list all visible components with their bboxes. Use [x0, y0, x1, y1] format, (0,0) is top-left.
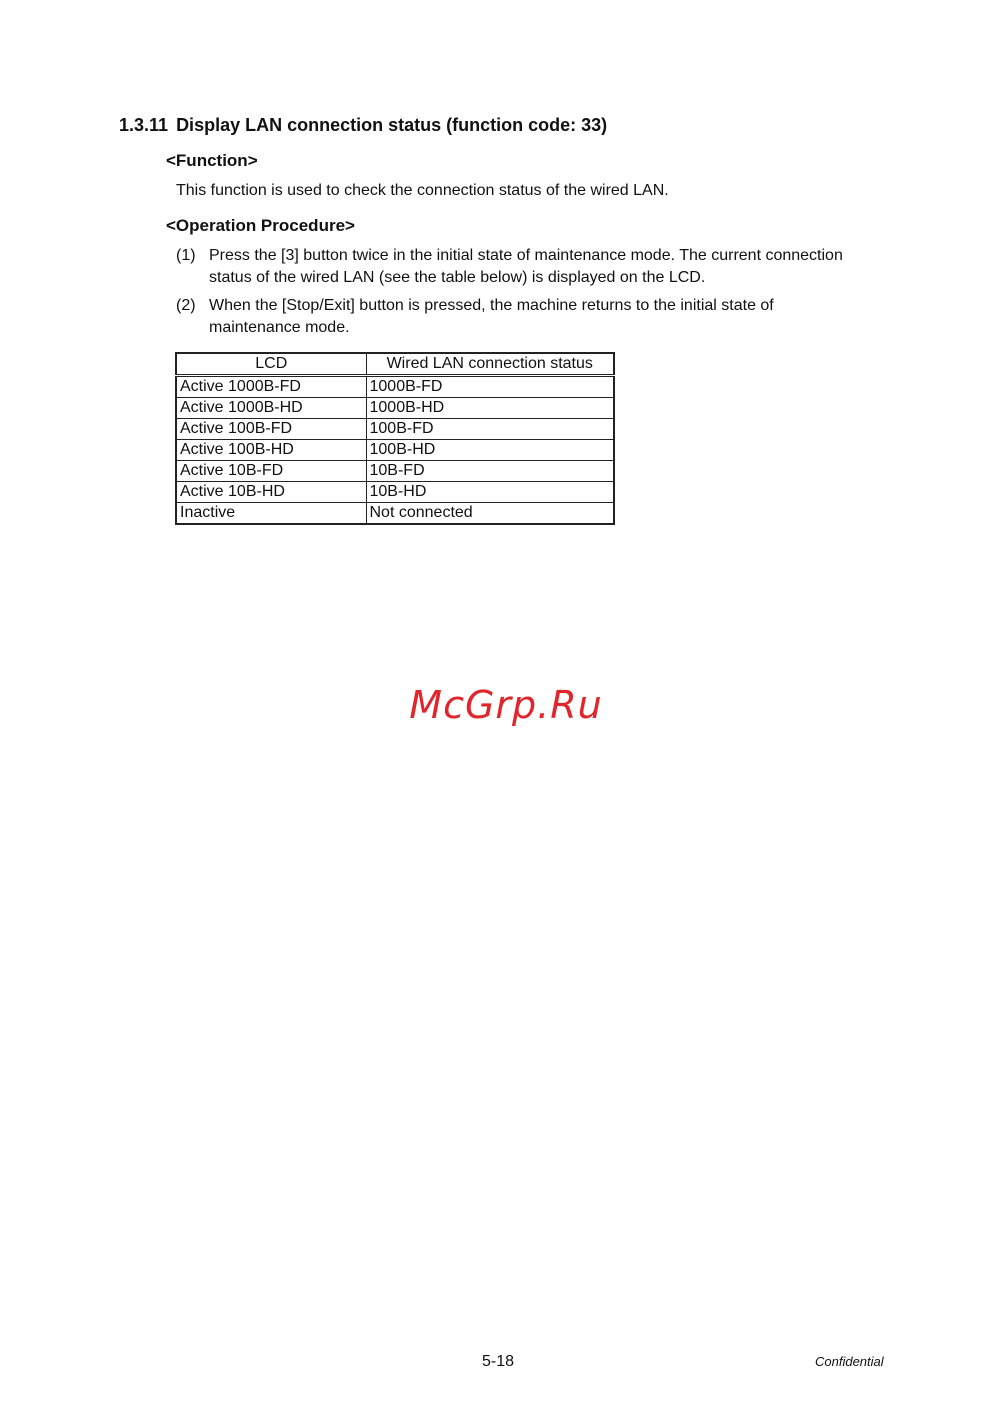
table-row — [176, 461, 614, 482]
confidential-label: Confidential — [815, 1354, 884, 1369]
section-title — [119, 115, 607, 136]
status-cell: 1000B-FD — [366, 376, 614, 398]
function-heading: <Function> — [166, 151, 258, 170]
lcd-cell: Active 10B-HD — [176, 482, 366, 503]
lcd-cell: Active 10B-FD — [176, 461, 366, 482]
lcd-cell: Inactive — [176, 503, 366, 525]
table-row — [176, 440, 614, 461]
operation-step-1 — [176, 245, 896, 289]
column-header-status: Wired LAN connection status — [366, 353, 614, 376]
status-cell: Not connected — [366, 503, 614, 525]
step-text-line: When the [Stop/Exit] button is pressed, the machine returns to the initial state of — [209, 297, 774, 314]
function-description: This function is used to check the connection status of the wired LAN. — [176, 182, 669, 199]
column-header-lcd: LCD — [176, 353, 366, 376]
step-text-line: maintenance mode. — [209, 319, 350, 336]
step-number: (2) — [176, 297, 196, 314]
table-row — [176, 482, 614, 503]
status-cell: 100B-FD — [366, 419, 614, 440]
step-text-line: Press the [3] button twice in the initial state of maintenance mode. The current connection — [209, 247, 843, 264]
table-row — [176, 376, 614, 398]
table-row — [176, 419, 614, 440]
status-cell: 10B-FD — [366, 461, 614, 482]
step-text-line: status of the wired LAN (see the table below) is displayed on the LCD. — [209, 269, 706, 286]
lan-status-table — [175, 352, 615, 525]
operation-heading: <Operation Procedure> — [166, 216, 355, 235]
section-number: 1.3.11 — [119, 115, 169, 135]
watermark: McGrp.Ru — [409, 683, 603, 727]
section-title-text: Display LAN connection status (function code: 33) — [176, 115, 608, 135]
table-header-row — [176, 353, 614, 376]
lcd-cell: Active 100B-FD — [176, 419, 366, 440]
table-row — [176, 398, 614, 419]
status-cell: 100B-HD — [366, 440, 614, 461]
status-cell: 1000B-HD — [366, 398, 614, 419]
operation-step-2 — [176, 295, 896, 339]
lcd-cell: Active 1000B-FD — [176, 376, 366, 398]
lcd-cell: Active 1000B-HD — [176, 398, 366, 419]
table-row — [176, 503, 614, 525]
lcd-cell: Active 100B-HD — [176, 440, 366, 461]
step-number: (1) — [176, 247, 196, 264]
status-cell: 10B-HD — [366, 482, 614, 503]
page-number: 5-18 — [482, 1353, 515, 1370]
